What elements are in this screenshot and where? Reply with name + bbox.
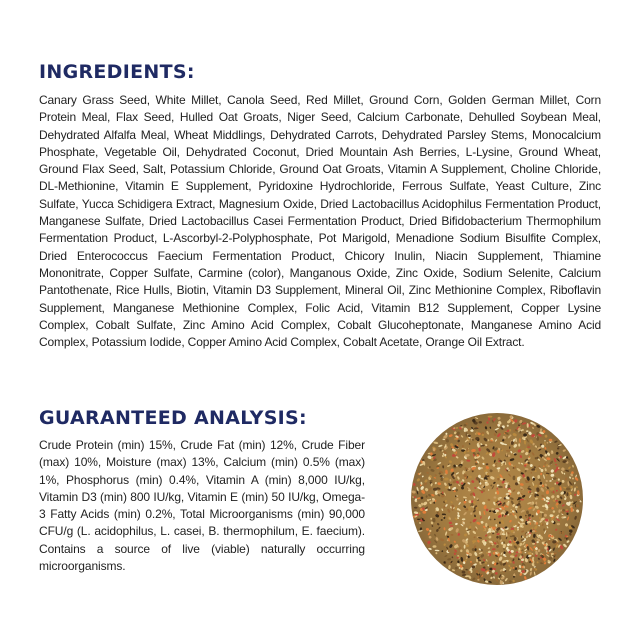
seed-pile-base — [411, 413, 583, 585]
seed-pile-image — [408, 410, 586, 588]
guaranteed-analysis-text: Crude Protein (min) 15%, Crude Fat (min) 12%, Crude Fiber (max) 10%, Moisture (max) 13%, Calcium (min) 0.5% (max) 1%, Phosphorus (min) 0.4%, Vitamin A (min) 8,000 IU/kg, Vitamin D3 (min) 800 IU/kg, Vitamin E (min) 50 IU/kg, Omega-3 Fatty Acids (min) 0.2%, Total Microorganisms (min) 90,000 CFU/g (L. acidophilus, L. casei, B. thermophilum, E. faecium). Contains a source of live (viable) naturally occurring microorganisms. — [39, 438, 365, 574]
ingredients-list: Canary Grass Seed, White Millet, Canola Seed, Red Millet, Ground Corn, Golden German Millet, Corn Protein Meal, Flax Seed, Hulled Oat Groats, Niger Seed, Calcium Carbonate, Dehulled Soybean Meal, Dehydrated Alfalfa Meal, Wheat Middlings, Dehydrated Carrots, Dehydrated Parsley Stems, Monocalcium Phosphate, Vegetable Oil, Dehydrated Coconut, Dried Mountain Ash Berries, L-Lysine, Ground Wheat, Ground Flax Seed, Salt, Potassium Chloride, Ground Oat Groats, Vitamin A Supplement, Choline Chloride, DL-Methionine, Vitamin E Supplement, Pyridoxine Hydrochloride, Ferrous Sulfate, Yeast Culture, Zinc Sulfate, Yucca Schidigera Extract, Magnesium Oxide, Dried Lactobacillus Acidophilus Fermentation Product, Manganese Sulfate, Dried Lactobacillus Casei Fermentation Product, Dried Bifidobacterium Thermophilum Fermentation Product, L-Ascorbyl-2-Polyphosphate, Pot Marigold, Menadione Sodium Bisulfite Complex, Dried Enterococcus Faecium Fermentation Product, Chicory Inulin, Niacin Supplement, Thiamine Mononitrate, Copper Sulfate, Carmine (color), Manganous Oxide, Zinc Oxide, Sodium Selenite, Calcium Pantothenate, Rice Hulls, Biotin, Vitamin D3 Supplement, Mineral Oil, Zinc Methionine Complex, Riboflavin Supplement, Manganese Methionine Complex, Folic Acid, Vitamin B12 Supplement, Copper Lysine Complex, Cobalt Sulfate, Zinc Amino Acid Complex, Cobalt Glucoheptonate, Manganese Amino Acid Complex, Potassium Iodide, Copper Amino Acid Complex, Cobalt Acetate, Orange Oil Extract. — [39, 93, 601, 350]
guaranteed-analysis-heading: GUARANTEED ANALYSIS: — [39, 407, 307, 429]
ingredients-heading: INGREDIENTS: — [39, 61, 195, 83]
